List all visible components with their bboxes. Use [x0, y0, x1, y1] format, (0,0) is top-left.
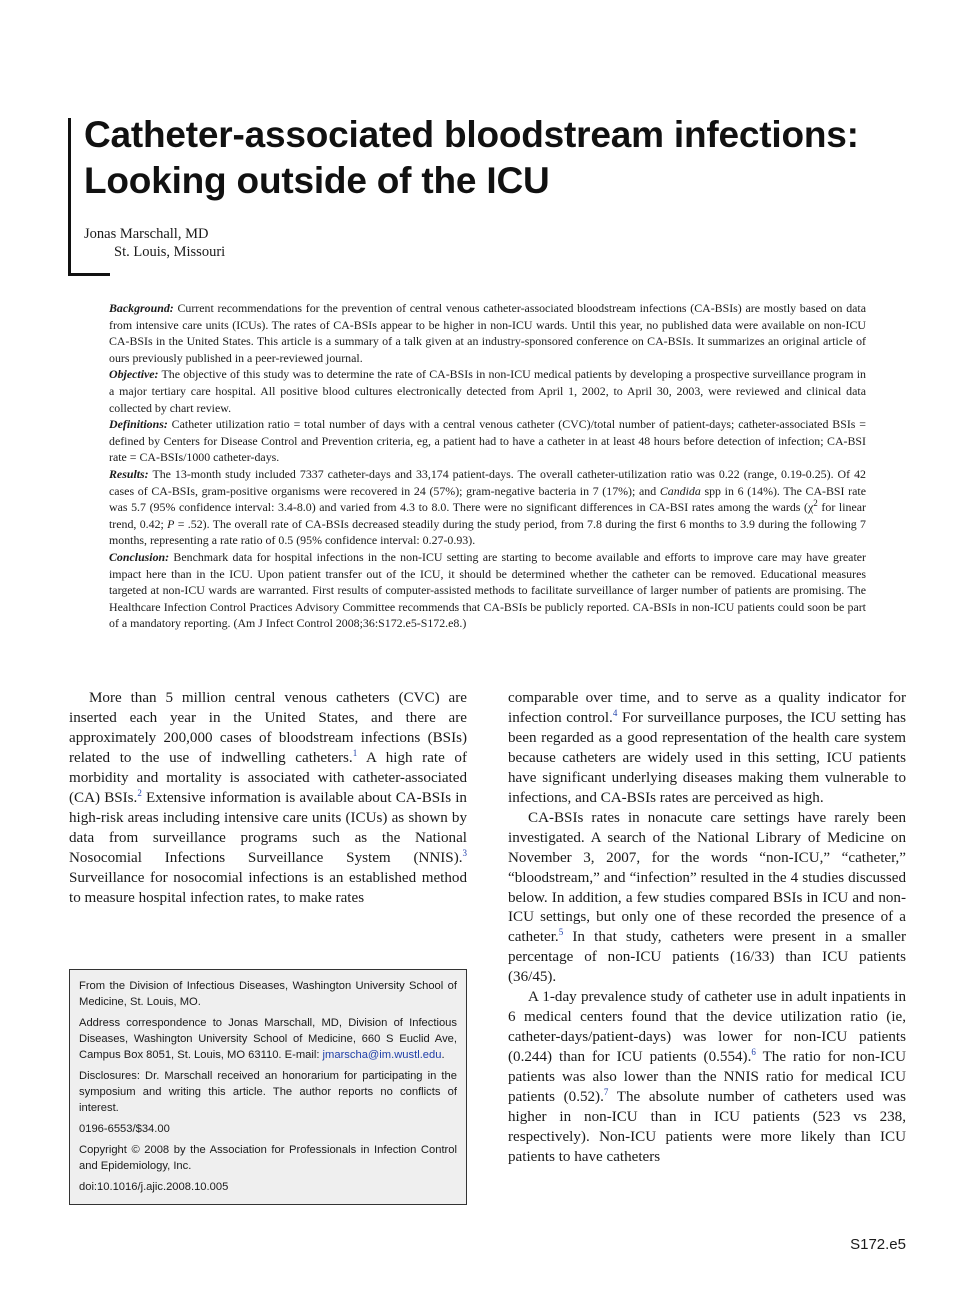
abstract-results-chi-sup: 2: [813, 498, 818, 509]
abstract-definitions: [109, 416, 866, 466]
footnote-address: [79, 1015, 457, 1063]
abstract-label-background: Background:: [109, 301, 174, 315]
footnote-address-text: Address correspondence to Jonas Marschall, MD, Division of Infectious Diseases, Washington University School of Medicine, 660 S Euclid Ave, Campus Box 8051, St. Louis, MO 63110. E-mail:: [79, 1017, 457, 1061]
body-text: A high rate of morbidity and mortality is associated with catheter-associated (CA) BSIs.: [69, 749, 467, 806]
abstract-label-conclusion: Conclusion:: [109, 549, 170, 564]
body-paragraph: [508, 988, 906, 1168]
abstract-objective: [109, 366, 866, 416]
footnote-disclosures: Disclosures: Dr. Marschall received an honorarium for participating in the symposium and writing this article. The author reports no conflicts of interest.: [79, 1070, 457, 1114]
reference-link[interactable]: 1: [352, 747, 358, 758]
body-text: More than 5 million central venous catheters (CVC) are inserted each year in the United States, and there are approximately 200,000 cases of bloodstream infections (BSIs) related to the use of indwelling catheters.: [69, 690, 467, 766]
body-text: CA-BSIs rates in nonacute care settings have rarely been investigated. A search of the National Library of Medicine on November 3, 2007, for the words “non-ICU,” “catheter,” “bloodstream,” and “infection” resulted in the 4 studies discussed below. In addition, a few studies compared BSIs in ICU and non-ICU settings, but only one of these recorded the presence of a catheter.: [508, 809, 906, 946]
abstract-results-candida: Candida: [659, 483, 701, 498]
reference-link[interactable]: 6: [751, 1047, 756, 1058]
body-paragraph: [508, 689, 906, 809]
reference-link[interactable]: 2: [137, 787, 142, 798]
abstract-conclusion: [109, 549, 866, 632]
abstract-label-results: Results:: [109, 466, 149, 481]
body-column-right: [508, 689, 906, 1168]
abstract-conclusion-text: Benchmark data for hospital infections in the non-ICU setting are starting to become available and efforts to improve care may have greater impact here than in the ICU. Upon patient transfer out of the ICU, it should be determined whether the catheter can be removed. Educational measures targeted at non-ICU wards are warranted. First results of computer-assisted methods to facilitate surveillance of larger number of patients are promising. The Healthcare Infection Control Practices Advisory Committee recommends that CA-BSIs be publicly reported. CA-BSIs in non-ICU patients could soon be part of a mandatory reporting. (Am J Infect Control 2008;36:S172.e5-S172.e8.): [109, 549, 866, 631]
body-text: A 1-day prevalence study of catheter use in adult inpatients in 6 medical centers found that the device utilization ratio (ie, catheter-days/patient-days) was lower for non-ICU patients (0.244) than for ICU patients (0.554).: [508, 989, 906, 1066]
article-title: Catheter-associated bloodstream infections: Looking outside of the ICU: [84, 114, 859, 201]
abstract-background-text: Current recommendations for the prevention of central venous catheter-associated bloodstream infections (CA-BSIs) are mostly based on data from intensive care units (ICUs). The rates of CA-BSIs appear to be higher in non-ICU wards. Until this year, no published data were available on non-ICU CA-BSIs in the United States. This article is a summary of a talk given at an industry-sponsored conference on CA-BSIs. It summarizes an original article of ours previously published in a peer-reviewed journal.: [109, 301, 866, 365]
abstract-results: [109, 466, 866, 549]
reference-link[interactable]: 7: [603, 1087, 609, 1098]
abstract-results-text-4: = .52). The overall rate of CA-BSIs decreased steadily during the study period, from 7.8 during the first 6 months to 3.9 during the following 7 months, representing a rate ratio of 0.5 (95% confidence interval: 0.27-0.93).: [109, 516, 866, 548]
abstract-background: [109, 300, 866, 366]
page-number: S172.e5: [850, 1236, 906, 1253]
abstract-results-text-3: for linear trend, 0.42;: [109, 500, 866, 531]
abstract-definitions-text: Catheter utilization ratio = total number of days with a central venous catheter (CVC)/total number of patient-days; catheter-associated BSIs = defined by Centers for Disease Control and Prevention criteria, eg, a patient had to have a catheter in at least 48 hours before detection of infection; CA-BSI rate = CA-BSIs/1000 catheter-days.: [109, 417, 866, 465]
abstract-label-definitions: Definitions:: [109, 417, 168, 432]
author-name: Jonas Marschall, MD: [84, 226, 209, 242]
abstract: [109, 300, 866, 632]
reference-link[interactable]: 3: [462, 847, 467, 858]
email-link[interactable]: jmarscha@im.wustl.edu: [322, 1049, 442, 1061]
title-bracket-vertical: [68, 118, 71, 276]
footnote-box: [69, 969, 467, 1205]
title-bracket-horizontal: [68, 273, 110, 276]
body-column-left: [69, 689, 467, 908]
reference-link[interactable]: 5: [558, 927, 564, 938]
body-text: The ratio for non-ICU patients was also lower than the NNIS ratio for medical ICU patients (0.52).: [508, 1049, 906, 1106]
abstract-results-text-1: The 13-month study included 7337 catheter-days and 33,174 patient-days. The overall catheter-utilization ratio was 0.22 (range, 0.19-0.25). Of 42 cases of CA-BSIs, gram-positive organisms were recovered in 24 (57%); gram-negative bacteria in 7 (17%); and: [109, 466, 866, 498]
footnote-issn: 0196-6553/$34.00: [79, 1123, 170, 1135]
body-text: In that study, catheters were present in a smaller percentage of non-ICU patients (16/33) than ICU patients (36/45).: [508, 929, 906, 986]
body-text: Extensive information is available about CA-BSIs in high-risk areas including intensive care units (ICUs) as shown by data from surveillance programs such as the National Nosocomial Infections Surveillance System (NNIS).: [69, 789, 467, 866]
footnote-copyright: Copyright © 2008 by the Association for Professionals in Infection Control and Epidemiology, Inc.: [79, 1144, 457, 1172]
abstract-objective-text: The objective of this study was to determine the rate of CA-BSIs in non-ICU medical patients by developing a prospective surveillance program in a major tertiary care hospital. All positive blood cultures electronically detected from April 1, 2002, to April 30, 2003, were reviewed and clinical data collected by chart review.: [109, 367, 866, 415]
footnote-from: From the Division of Infectious Diseases, Washington University School of Medicine, St. Louis, MO.: [79, 980, 457, 1008]
author-affiliation: St. Louis, Missouri: [114, 244, 226, 260]
reference-link[interactable]: 4: [612, 707, 618, 718]
body-text: Surveillance for nosocomial infections is an established method to measure hospital infection rates, to make rates: [69, 869, 467, 906]
abstract-results-p: P: [167, 516, 175, 531]
footnote-address-end: .: [441, 1049, 445, 1061]
body-text: For surveillance purposes, the ICU setting has been regarded as a good representation of the health care system because catheters are widely used in this setting, ICU patients have significant underlying diseases making them vulnerable to infections, and CA-BSIs rates are perceived as high.: [508, 709, 906, 806]
abstract-results-text-2: spp in 6 (14%). The CA-BSI rate was 5.7 (95% confidence interval: 3.4-8.0) and varied from 4.3 to 8.0. There were no significant differences in CA-BSI rates among the wards (χ: [109, 483, 866, 515]
abstract-label-objective: Objective:: [109, 367, 159, 382]
body-paragraph: [508, 809, 906, 989]
body-paragraph: [69, 689, 467, 908]
footnote-doi: doi:10.1016/j.ajic.2008.10.005: [79, 1181, 229, 1193]
body-text: comparable over time, and to serve as a quality indicator for infection control.: [508, 690, 906, 726]
body-text: The absolute number of catheters used was higher in non-ICU than in ICU patients (523 vs 238, respectively). Non-ICU patients were more likely than ICU patients to have catheters: [508, 1089, 906, 1165]
